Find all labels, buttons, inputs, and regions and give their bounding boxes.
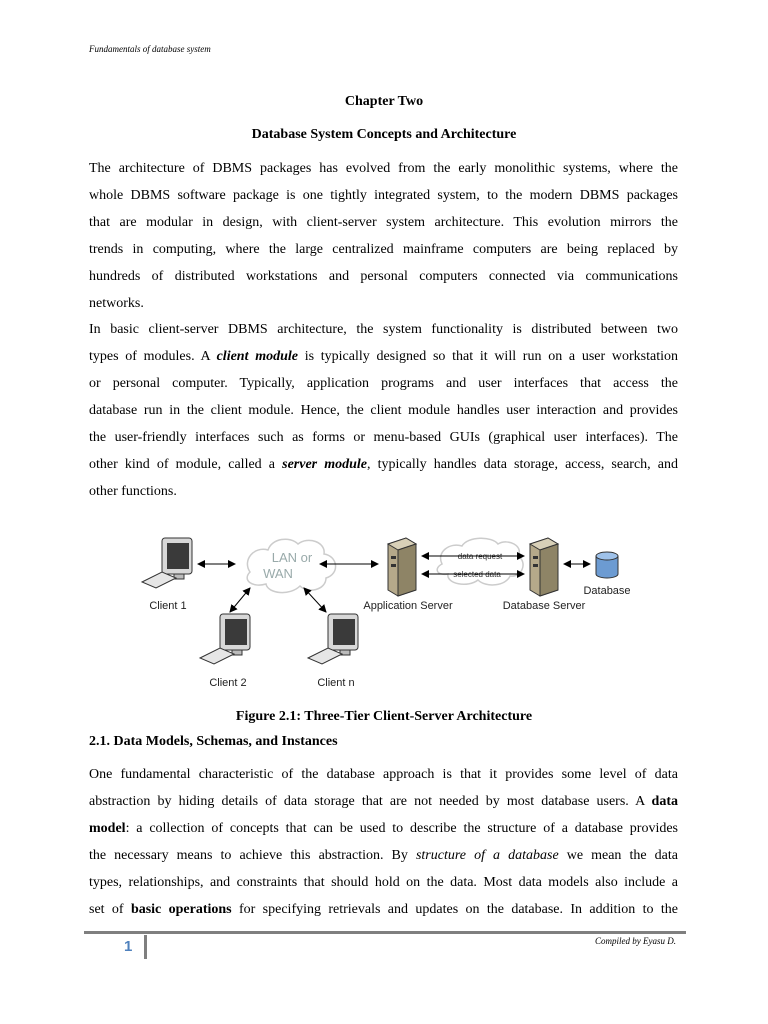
paragraph-data-models — [89, 761, 678, 923]
text-line: that are modular in design, with client-server system architecture. This evolution mirrors the — [89, 215, 678, 230]
client-n-label: Client n — [317, 677, 355, 689]
text-line: hundreds of distributed workstations and personal computers connected via communications — [89, 269, 678, 284]
application-server-label: Application Server — [363, 600, 453, 612]
text-line: The architecture of DBMS packages has evolved from the early monolithic systems, where the — [89, 161, 678, 176]
text-run: is typically designed so that it will run on a user workstation — [297, 349, 678, 364]
text-line: One fundamental characteristic of the database approach is that it provides some level of data — [89, 767, 678, 782]
lan-label: LAN or — [271, 550, 313, 565]
term-basic-operations: basic operations — [130, 902, 232, 917]
database-cylinder-icon — [596, 552, 618, 578]
text-line: whole DBMS software package is one tightly integrated system, to the modern DBMS packages — [89, 188, 678, 203]
term-client-module: client module — [216, 349, 298, 364]
running-header: Fundamentals of database system — [89, 44, 211, 54]
text-line — [89, 896, 678, 923]
text-line — [89, 451, 678, 478]
three-tier-architecture-diagram — [130, 530, 650, 700]
client-1-computer-icon — [142, 538, 192, 588]
chapter-number: Chapter Two — [344, 94, 424, 109]
database-server-icon — [530, 538, 558, 596]
text-line: or personal computer. Typically, application programs and user interfaces that access the — [89, 376, 678, 391]
text-line: networks. — [89, 296, 144, 311]
client-2-label: Client 2 — [209, 677, 247, 689]
text-line: trends in computing, where the large centralized mainframe computers are being replaced by — [89, 242, 678, 257]
text-line — [89, 815, 678, 842]
text-run: other kind of module, called a — [89, 457, 283, 472]
chapter-title: Database System Concepts and Architecture — [251, 127, 517, 142]
text-line: database run in the client module. Hence, the client module handles user interaction and provides — [89, 403, 678, 418]
text-line: other functions. — [89, 484, 177, 499]
paragraph-client-server — [89, 316, 678, 505]
link-lan-client2 — [230, 588, 250, 612]
database-server-label: Database Server — [502, 600, 586, 612]
footer-rule — [84, 931, 686, 934]
text-run: : a collection of concepts that can be used to describe the structure of a database provides — [125, 821, 678, 836]
application-server-icon — [388, 538, 416, 596]
text-line — [89, 788, 678, 815]
section-heading: 2.1. Data Models, Schemas, and Instances — [89, 734, 338, 749]
text-run: for specifying retrievals and updates on the database. In addition to the — [231, 902, 678, 917]
term-model: model — [89, 821, 126, 836]
text-run: set of — [89, 902, 131, 917]
text-line: the user-friendly interfaces such as forms or menu-based GUIs (graphical user interfaces). The — [89, 430, 678, 445]
term-data: data — [651, 794, 678, 809]
paragraph-architecture-evolution — [89, 155, 678, 317]
text-line: types, relationships, and constraints that should hold on the data. Most data models also include a — [89, 875, 678, 890]
database-label: Database — [583, 585, 631, 597]
selected-data-label: selected data — [453, 570, 501, 579]
footer-credit: Compiled by Eyasu D. — [595, 936, 676, 946]
footer-divider — [144, 935, 147, 959]
text-line — [89, 343, 678, 370]
page-number: 1 — [124, 938, 133, 955]
figure-caption: Figure 2.1: Three-Tier Client-Server Architecture — [235, 709, 533, 724]
wan-label: WAN — [263, 566, 293, 581]
text-run: abstraction by hiding details of data storage that are not needed by most database users. A — [89, 794, 652, 809]
text-run: types of modules. A — [89, 349, 217, 364]
term-server-module: server module — [282, 457, 368, 472]
client-n-computer-icon — [308, 614, 358, 664]
client-2-computer-icon — [200, 614, 250, 664]
text-run: , typically handles data storage, access, search, and — [367, 457, 679, 472]
term-structure-of-database: structure of a database — [415, 848, 559, 863]
text-run: the necessary means to achieve this abstraction. By — [89, 848, 416, 863]
data-request-label: data request — [457, 552, 503, 561]
text-run: we mean the data — [558, 848, 678, 863]
link-lan-clientn — [304, 588, 326, 612]
text-line: In basic client-server DBMS architecture, the system functionality is distributed between two — [89, 322, 678, 337]
text-line — [89, 842, 678, 869]
client-1-label: Client 1 — [149, 600, 187, 612]
